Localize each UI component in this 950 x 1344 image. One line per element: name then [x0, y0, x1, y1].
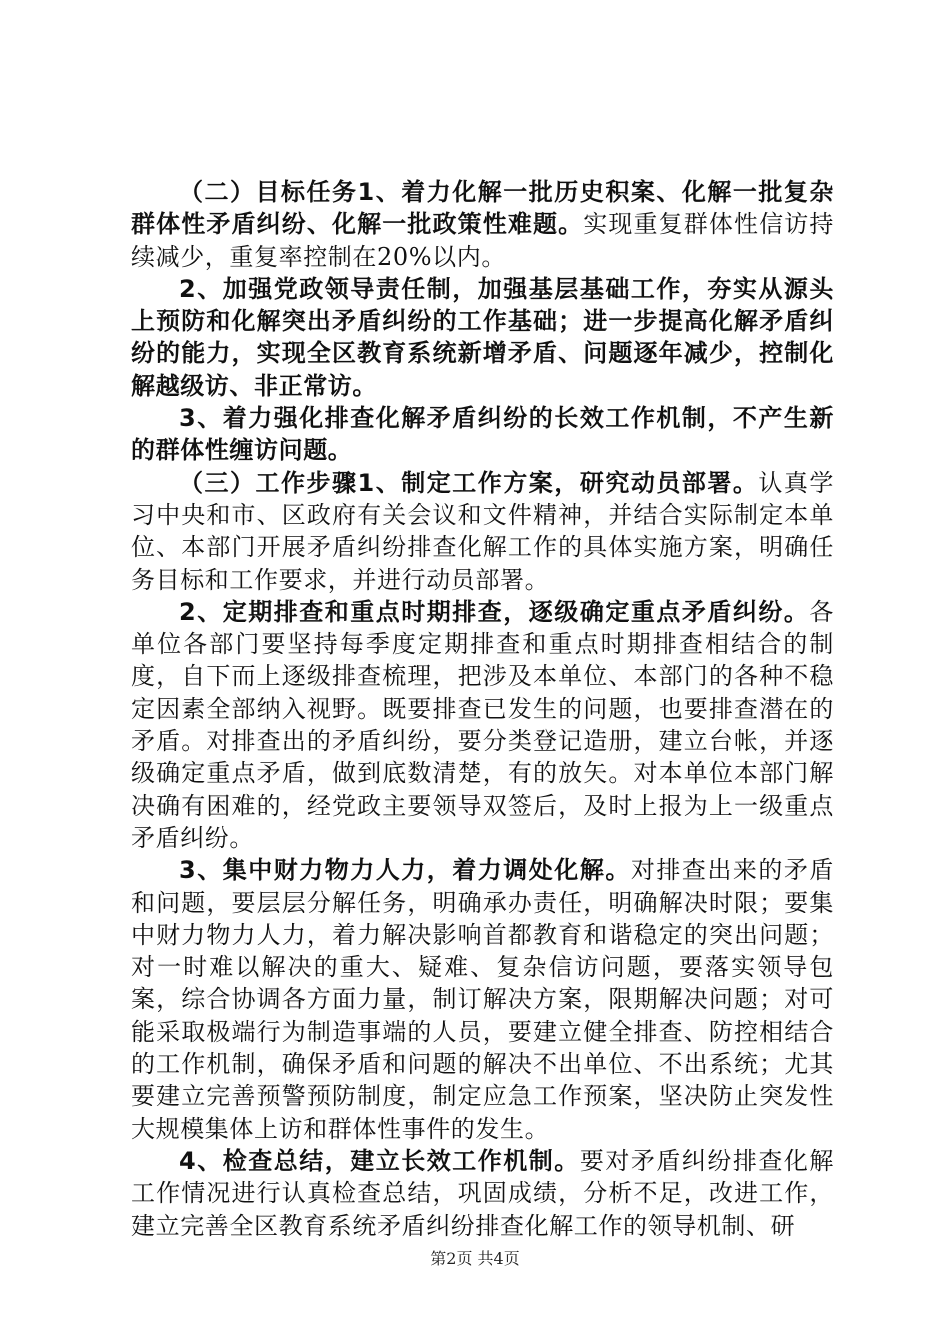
paragraph-mechanism: [131, 402, 834, 467]
page-number-footer: 第2页 共4页: [430, 1249, 520, 1268]
paragraph-leadership: [131, 273, 834, 402]
paragraph-heading: （二）目标任务1、着力化解一批历史积案、化解一批复杂群体性矛盾纠纷、化解一批政策性难题。: [131, 178, 834, 239]
paragraph-heading: 4、检查总结，建立长效工作机制。: [179, 1146, 580, 1175]
paragraph-steps: [131, 467, 834, 596]
paragraph-heading: 2、加强党政领导责任制，加强基层基础工作，夯实从源头上预防和化解突出矛盾纠纷的工作基础；进一步提高化解矛盾纠纷的能力，实现全区教育系统新增矛盾、问题逐年减少，控制化解越级访、非正常访。: [131, 274, 834, 400]
paragraph-body: 对排查出来的矛盾和问题，要层层分解任务，明确承办责任，明确解决时限；要集中财力物力人力，着力解决影响首都教育和谐稳定的突出问题；对一时难以解决的重大、疑难、复杂信访问题，要落实领导包案，综合协调各方面力量，制订解决方案，限期解决问题；对可能采取极端行为制造事端的人员，要建立健全排查、防控相结合的工作机制，确保矛盾和问题的解决不出单位、不出系统；尤其要建立完善预警预防制度，制定应急工作预案，坚决防止突发性大规模集体上访和群体性事件的发生。: [131, 856, 834, 1143]
paragraph-body: 实现重复群体性信访持续减少，重复率控制在20%以内。: [131, 210, 834, 271]
paragraph-summary: [131, 1145, 834, 1242]
paragraph-resources: [131, 854, 834, 1145]
paragraph-heading: 3、着力强化排查化解矛盾纠纷的长效工作机制，不产生新的群体性缠访问题。: [131, 404, 834, 465]
paragraph-heading: 2、定期排查和重点时期排查，逐级确定重点矛盾纠纷。: [179, 597, 810, 626]
paragraph-goals: [131, 176, 834, 273]
paragraph-heading: 3、集中财力物力人力，着力调处化解。: [179, 856, 631, 885]
paragraph-body: 各单位各部门要坚持每季度定期排查和重点时期排查相结合的制度，自下而上逐级排查梳理，把涉及本单位、本部门的各种不稳定因素全部纳入视野。既要排查已发生的问题，也要排查潜在的矛盾。对排查出的矛盾纠纷，要分类登记造册，建立台帐，并逐级确定重点矛盾，做到底数清楚，有的放矢。对本单位本部门解决确有困难的，经党政主要领导双签后，及时上报为上一级重点矛盾纠纷。: [131, 597, 834, 852]
paragraph-body: 认真学习中央和市、区政府有关会议和文件精神，并结合实际制定本单位、本部门开展矛盾纠纷排查化解工作的具体实施方案，明确任务目标和工作要求，并进行动员部署。: [131, 468, 834, 594]
paragraph-body: 要对矛盾纠纷排查化解工作情况进行认真检查总结，巩固成绩，分析不足，改进工作，建立完善全区教育系统矛盾纠纷排查化解工作的领导机制、研: [131, 1146, 834, 1240]
paragraph-investigation: [131, 596, 834, 854]
body-text: [131, 176, 834, 1242]
paragraph-heading: （三）工作步骤1、制定工作方案，研究动员部署。: [179, 468, 759, 497]
